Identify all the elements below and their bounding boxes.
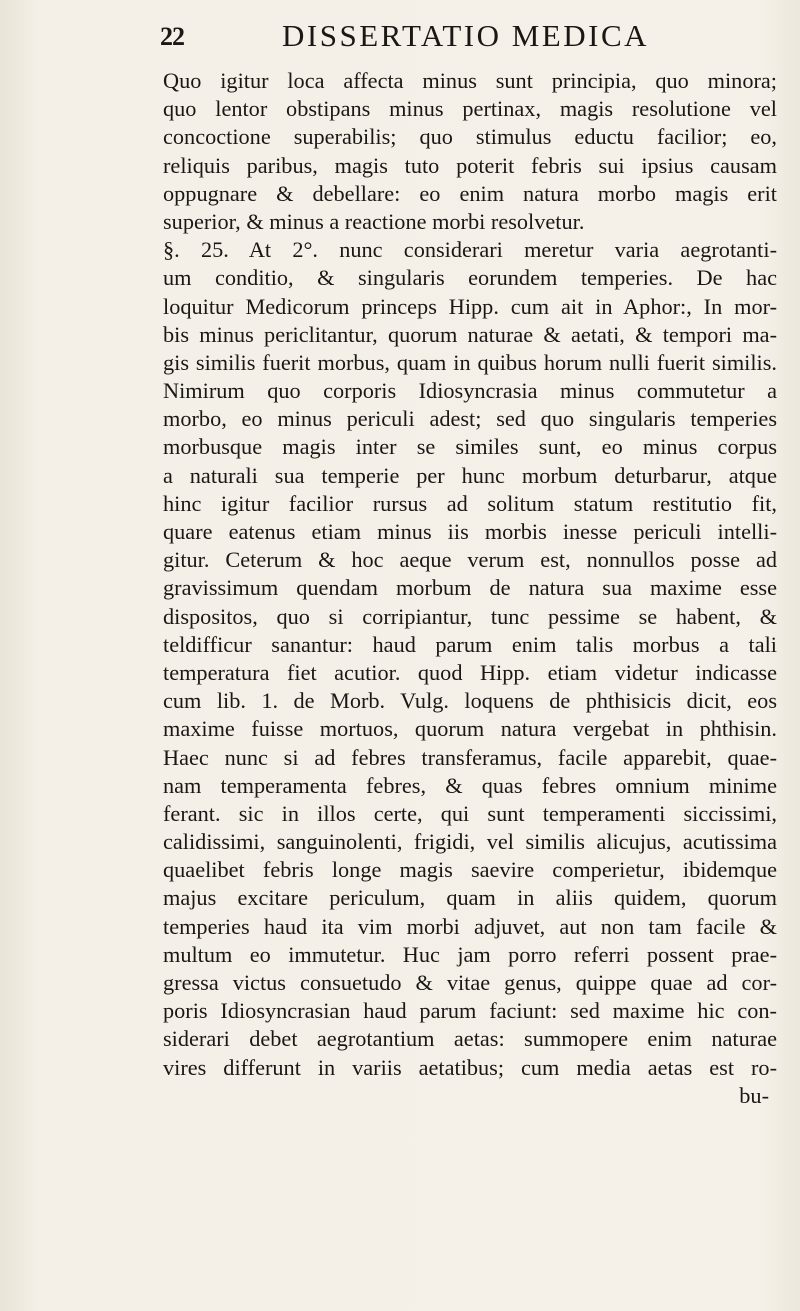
text-line: gravissimum quendam morbum de natura sua maxime esse xyxy=(163,575,777,601)
text-line: Quo igitur loca affecta minus sunt principia, quo minora; xyxy=(163,68,777,93)
text-line: calidissimi, sanguinolenti, frigidi, vel similis alicujus, acutissima xyxy=(163,829,777,855)
text-line: temperatura fiet acutior. quod Hipp. etiam videtur indicasse xyxy=(163,659,777,685)
text-line: gis similis fuerit morbus, quam in quibus horum nulli fuerit similis. xyxy=(163,349,777,375)
text-line: oppugnare & debellare: eo enim natura morbo magis erit xyxy=(163,180,777,206)
text-line: teldifficur sanantur: haud parum enim talis morbus a tali xyxy=(163,631,777,657)
text-line: quare eatenus etiam minus iis morbis inesse periculi intelli- xyxy=(163,519,777,544)
text-line: ferant. sic in illos certe, qui sunt temperamenti siccissimi, xyxy=(163,800,777,826)
text-line: quo lentor obstipans minus pertinax, magis resolutione vel xyxy=(163,96,777,122)
text-line: bis minus periclitantur, quorum naturae & aetati, & tempori ma- xyxy=(163,321,777,347)
text-line: multum eo immutetur. Huc jam porro referri possent prae- xyxy=(163,941,777,967)
text-line: gitur. Ceterum & hoc aeque verum est, nonnullos posse ad xyxy=(163,547,777,573)
text-line: Nimirum quo corporis Idiosyncrasia minus commutetur a xyxy=(163,378,777,404)
page-number: 22 xyxy=(160,22,184,51)
text-line: poris Idiosyncrasian haud parum faciunt: sed maxime hic con- xyxy=(163,998,777,1024)
running-head: DISSERTATIO MEDICA xyxy=(282,18,650,53)
text-line: a naturali sua temperie per hunc morbum deturbarur, atque xyxy=(163,462,777,488)
text-line: superior, & minus a reactione morbi resolvetur. xyxy=(163,208,585,234)
text-line: gressa victus consuetudo & vitae genus, quippe quae ad cor- xyxy=(163,970,777,995)
text-line: Haec nunc si ad febres transferamus, facile apparebit, quae- xyxy=(163,744,777,770)
text-line: morbo, eo minus periculi adest; sed quo singularis temperies xyxy=(163,406,777,432)
text-line: siderari debet aegrotantium aetas: summopere enim naturae xyxy=(163,1026,777,1052)
text-line: loquitur Medicorum princeps Hipp. cum ait in Aphor:, In mor- xyxy=(163,293,777,319)
text-line: reliquis paribus, magis tuto poterit febris sui ipsius causam xyxy=(163,152,777,178)
text-line: cum lib. 1. de Morb. Vulg. loquens de phthisicis dicit, eos xyxy=(163,688,777,714)
text-line: temperies haud ita vim morbi adjuvet, aut non tam facile & xyxy=(163,913,777,939)
text-line: dispositos, quo si corripiantur, tunc pessime se habent, & xyxy=(163,603,777,629)
text-line: bu- xyxy=(739,1082,769,1108)
text-line: vires differunt in variis aetatibus; cum media aetas est ro- xyxy=(163,1054,777,1080)
page-header xyxy=(160,18,780,58)
text-line: maxime fuisse mortuos, quorum natura vergebat in phthisin. xyxy=(163,716,777,742)
text-line: nam temperamenta febres, & quas febres omnium minime xyxy=(163,772,777,798)
text-line: hinc igitur facilior rursus ad solitum statum restitutio fit, xyxy=(163,490,777,516)
text-line: §. 25. At 2°. nunc considerari meretur varia aegrotanti- xyxy=(163,237,777,263)
text-line: concoctione superabilis; quo stimulus eductu facilior; eo, xyxy=(163,124,777,150)
text-line: majus excitare periculum, quam in aliis quidem, quorum xyxy=(163,885,777,911)
body-text xyxy=(163,67,777,1110)
text-line: quaelibet febris longe magis saevire comperietur, ibidemque xyxy=(163,857,777,883)
text-line: morbusque magis inter se similes sunt, eo minus corpus xyxy=(163,434,777,460)
text-line: um conditio, & singularis eorundem temperies. De hac xyxy=(163,265,777,291)
